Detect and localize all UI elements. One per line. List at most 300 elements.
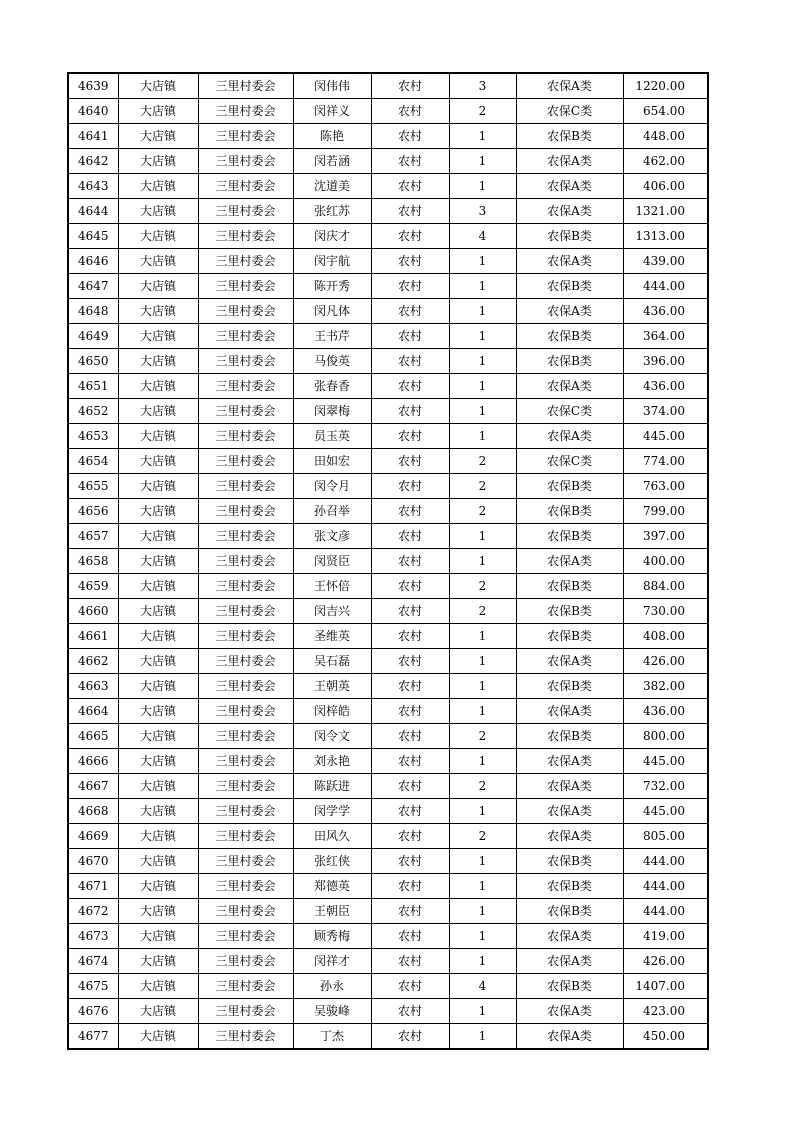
person-name-cell: 王怀倍 [293, 574, 371, 599]
table-row [68, 774, 708, 799]
town-cell: 大店镇 [118, 499, 198, 524]
row-number-cell: 4645 [68, 224, 118, 249]
table-row [68, 824, 708, 849]
village-committee-cell: 三里村委会 [198, 799, 293, 824]
row-number-cell: 4673 [68, 924, 118, 949]
area-type-cell: 农村 [371, 624, 449, 649]
row-number-cell: 4659 [68, 574, 118, 599]
person-name-cell: 闵庆才 [293, 224, 371, 249]
amount-cell: 444.00 [623, 874, 708, 899]
amount-cell: 805.00 [623, 824, 708, 849]
person-name-cell: 王朝臣 [293, 899, 371, 924]
row-number-cell: 4648 [68, 299, 118, 324]
person-name-cell: 田如宏 [293, 449, 371, 474]
person-name-cell: 马俊英 [293, 349, 371, 374]
village-committee-cell: 三里村委会 [198, 399, 293, 424]
amount-cell: 406.00 [623, 174, 708, 199]
area-type-cell: 农村 [371, 574, 449, 599]
person-name-cell: 王朝英 [293, 674, 371, 699]
person-name-cell: 张文彦 [293, 524, 371, 549]
area-type-cell: 农村 [371, 73, 449, 99]
area-type-cell: 农村 [371, 649, 449, 674]
area-type-cell: 农村 [371, 474, 449, 499]
village-committee-cell: 三里村委会 [198, 699, 293, 724]
town-cell: 大店镇 [118, 174, 198, 199]
amount-cell: 448.00 [623, 124, 708, 149]
row-number-cell: 4660 [68, 599, 118, 624]
table-row [68, 749, 708, 774]
village-committee-cell: 三里村委会 [198, 124, 293, 149]
amount-cell: 436.00 [623, 299, 708, 324]
village-committee-cell: 三里村委会 [198, 674, 293, 699]
row-number-cell: 4653 [68, 424, 118, 449]
amount-cell: 444.00 [623, 899, 708, 924]
village-committee-cell: 三里村委会 [198, 849, 293, 874]
town-cell: 大店镇 [118, 874, 198, 899]
area-type-cell: 农村 [371, 699, 449, 724]
household-size-cell: 1 [449, 949, 516, 974]
area-type-cell: 农村 [371, 349, 449, 374]
row-number-cell: 4644 [68, 199, 118, 224]
village-committee-cell: 三里村委会 [198, 724, 293, 749]
table-row [68, 499, 708, 524]
area-type-cell: 农村 [371, 149, 449, 174]
amount-cell: 439.00 [623, 249, 708, 274]
town-cell: 大店镇 [118, 524, 198, 549]
insurance-category-cell: 农保C类 [516, 99, 623, 124]
table-row [68, 399, 708, 424]
area-type-cell: 农村 [371, 249, 449, 274]
town-cell: 大店镇 [118, 549, 198, 574]
person-name-cell: 丁杰 [293, 1024, 371, 1050]
table-row [68, 924, 708, 949]
row-number-cell: 4642 [68, 149, 118, 174]
insurance-category-cell: 农保B类 [516, 474, 623, 499]
household-size-cell: 4 [449, 974, 516, 999]
amount-cell: 800.00 [623, 724, 708, 749]
person-name-cell: 闵学学 [293, 799, 371, 824]
table-row [68, 999, 708, 1024]
row-number-cell: 4661 [68, 624, 118, 649]
household-size-cell: 1 [449, 874, 516, 899]
town-cell: 大店镇 [118, 924, 198, 949]
row-number-cell: 4656 [68, 499, 118, 524]
village-committee-cell: 三里村委会 [198, 174, 293, 199]
area-type-cell: 农村 [371, 274, 449, 299]
village-committee-cell: 三里村委会 [198, 549, 293, 574]
village-committee-cell: 三里村委会 [198, 599, 293, 624]
town-cell: 大店镇 [118, 674, 198, 699]
amount-cell: 445.00 [623, 424, 708, 449]
area-type-cell: 农村 [371, 1024, 449, 1050]
village-committee-cell: 三里村委会 [198, 99, 293, 124]
town-cell: 大店镇 [118, 424, 198, 449]
town-cell: 大店镇 [118, 999, 198, 1024]
town-cell: 大店镇 [118, 849, 198, 874]
village-committee-cell: 三里村委会 [198, 424, 293, 449]
table-row [68, 874, 708, 899]
insurance-category-cell: 农保A类 [516, 774, 623, 799]
row-number-cell: 4669 [68, 824, 118, 849]
row-number-cell: 4658 [68, 549, 118, 574]
area-type-cell: 农村 [371, 224, 449, 249]
insurance-category-cell: 农保A类 [516, 824, 623, 849]
amount-cell: 445.00 [623, 749, 708, 774]
village-committee-cell: 三里村委会 [198, 499, 293, 524]
village-committee-cell: 三里村委会 [198, 299, 293, 324]
table-row [68, 899, 708, 924]
row-number-cell: 4670 [68, 849, 118, 874]
household-size-cell: 1 [449, 324, 516, 349]
table-body [68, 73, 708, 1049]
household-size-cell: 1 [449, 924, 516, 949]
table-row [68, 799, 708, 824]
amount-cell: 436.00 [623, 374, 708, 399]
area-type-cell: 农村 [371, 399, 449, 424]
area-type-cell: 农村 [371, 424, 449, 449]
household-size-cell: 1 [449, 424, 516, 449]
area-type-cell: 农村 [371, 999, 449, 1024]
area-type-cell: 农村 [371, 949, 449, 974]
area-type-cell: 农村 [371, 299, 449, 324]
village-committee-cell: 三里村委会 [198, 649, 293, 674]
insurance-category-cell: 农保B类 [516, 349, 623, 374]
village-committee-cell: 三里村委会 [198, 924, 293, 949]
area-type-cell: 农村 [371, 374, 449, 399]
town-cell: 大店镇 [118, 224, 198, 249]
insurance-category-cell: 农保B类 [516, 274, 623, 299]
table-row [68, 299, 708, 324]
household-size-cell: 2 [449, 724, 516, 749]
town-cell: 大店镇 [118, 949, 198, 974]
person-name-cell: 郑德英 [293, 874, 371, 899]
person-name-cell: 员玉英 [293, 424, 371, 449]
amount-cell: 462.00 [623, 149, 708, 174]
insurance-category-cell: 农保A类 [516, 149, 623, 174]
row-number-cell: 4666 [68, 749, 118, 774]
amount-cell: 364.00 [623, 324, 708, 349]
insurance-category-cell: 农保A类 [516, 999, 623, 1024]
amount-cell: 396.00 [623, 349, 708, 374]
area-type-cell: 农村 [371, 324, 449, 349]
household-size-cell: 1 [449, 274, 516, 299]
household-size-cell: 1 [449, 374, 516, 399]
amount-cell: 382.00 [623, 674, 708, 699]
village-committee-cell: 三里村委会 [198, 199, 293, 224]
area-type-cell: 农村 [371, 924, 449, 949]
household-size-cell: 2 [449, 449, 516, 474]
row-number-cell: 4647 [68, 274, 118, 299]
household-size-cell: 1 [449, 549, 516, 574]
village-committee-cell: 三里村委会 [198, 1024, 293, 1050]
person-name-cell: 闵伟伟 [293, 73, 371, 99]
town-cell: 大店镇 [118, 199, 198, 224]
row-number-cell: 4672 [68, 899, 118, 924]
table-row [68, 374, 708, 399]
row-number-cell: 4640 [68, 99, 118, 124]
household-size-cell: 2 [449, 599, 516, 624]
row-number-cell: 4662 [68, 649, 118, 674]
amount-cell: 1407.00 [623, 974, 708, 999]
town-cell: 大店镇 [118, 474, 198, 499]
person-name-cell: 田风久 [293, 824, 371, 849]
amount-cell: 730.00 [623, 599, 708, 624]
insurance-category-cell: 农保A类 [516, 549, 623, 574]
household-size-cell: 1 [449, 349, 516, 374]
person-name-cell: 闵贤臣 [293, 549, 371, 574]
town-cell: 大店镇 [118, 324, 198, 349]
insurance-category-cell: 农保B类 [516, 224, 623, 249]
insurance-category-cell: 农保A类 [516, 949, 623, 974]
household-size-cell: 2 [449, 574, 516, 599]
village-committee-cell: 三里村委会 [198, 149, 293, 174]
insurance-category-cell: 农保A类 [516, 424, 623, 449]
person-name-cell: 闵凡体 [293, 299, 371, 324]
row-number-cell: 4651 [68, 374, 118, 399]
table-row [68, 99, 708, 124]
row-number-cell: 4668 [68, 799, 118, 824]
person-name-cell: 陈艳 [293, 124, 371, 149]
household-size-cell: 2 [449, 499, 516, 524]
household-size-cell: 1 [449, 999, 516, 1024]
household-size-cell: 2 [449, 774, 516, 799]
household-size-cell: 1 [449, 149, 516, 174]
village-committee-cell: 三里村委会 [198, 824, 293, 849]
town-cell: 大店镇 [118, 899, 198, 924]
table-row [68, 249, 708, 274]
village-committee-cell: 三里村委会 [198, 899, 293, 924]
insurance-category-cell: 农保B类 [516, 849, 623, 874]
row-number-cell: 4641 [68, 124, 118, 149]
town-cell: 大店镇 [118, 99, 198, 124]
household-size-cell: 1 [449, 699, 516, 724]
village-committee-cell: 三里村委会 [198, 349, 293, 374]
row-number-cell: 4664 [68, 699, 118, 724]
household-size-cell: 1 [449, 649, 516, 674]
person-name-cell: 闵令文 [293, 724, 371, 749]
area-type-cell: 农村 [371, 174, 449, 199]
area-type-cell: 农村 [371, 799, 449, 824]
row-number-cell: 4677 [68, 1024, 118, 1050]
household-size-cell: 1 [449, 799, 516, 824]
insurance-category-cell: 农保B类 [516, 874, 623, 899]
village-committee-cell: 三里村委会 [198, 73, 293, 99]
row-number-cell: 4649 [68, 324, 118, 349]
table-row [68, 124, 708, 149]
insurance-category-cell: 农保C类 [516, 399, 623, 424]
village-committee-cell: 三里村委会 [198, 749, 293, 774]
village-committee-cell: 三里村委会 [198, 374, 293, 399]
table-row [68, 324, 708, 349]
amount-cell: 799.00 [623, 499, 708, 524]
town-cell: 大店镇 [118, 1024, 198, 1050]
row-number-cell: 4650 [68, 349, 118, 374]
insurance-category-cell: 农保A类 [516, 699, 623, 724]
table-row [68, 849, 708, 874]
person-name-cell: 闵翠梅 [293, 399, 371, 424]
household-size-cell: 1 [449, 624, 516, 649]
area-type-cell: 农村 [371, 524, 449, 549]
amount-cell: 397.00 [623, 524, 708, 549]
person-name-cell: 孙召举 [293, 499, 371, 524]
area-type-cell: 农村 [371, 549, 449, 574]
amount-cell: 408.00 [623, 624, 708, 649]
table-row [68, 624, 708, 649]
person-name-cell: 闵若涵 [293, 149, 371, 174]
area-type-cell: 农村 [371, 499, 449, 524]
row-number-cell: 4643 [68, 174, 118, 199]
person-name-cell: 王书芹 [293, 324, 371, 349]
person-name-cell: 刘永艳 [293, 749, 371, 774]
area-type-cell: 农村 [371, 824, 449, 849]
town-cell: 大店镇 [118, 699, 198, 724]
town-cell: 大店镇 [118, 73, 198, 99]
area-type-cell: 农村 [371, 599, 449, 624]
table-row [68, 349, 708, 374]
table-row [68, 974, 708, 999]
town-cell: 大店镇 [118, 774, 198, 799]
town-cell: 大店镇 [118, 574, 198, 599]
table-row [68, 699, 708, 724]
person-name-cell: 陈开秀 [293, 274, 371, 299]
household-size-cell: 1 [449, 849, 516, 874]
row-number-cell: 4675 [68, 974, 118, 999]
household-size-cell: 3 [449, 73, 516, 99]
area-type-cell: 农村 [371, 899, 449, 924]
insurance-category-cell: 农保A类 [516, 749, 623, 774]
town-cell: 大店镇 [118, 749, 198, 774]
town-cell: 大店镇 [118, 724, 198, 749]
insurance-category-cell: 农保A类 [516, 299, 623, 324]
person-name-cell: 闵祥才 [293, 949, 371, 974]
household-size-cell: 1 [449, 124, 516, 149]
table-row [68, 949, 708, 974]
table-row [68, 549, 708, 574]
town-cell: 大店镇 [118, 274, 198, 299]
insurance-category-cell: 农保B类 [516, 574, 623, 599]
area-type-cell: 农村 [371, 674, 449, 699]
row-number-cell: 4674 [68, 949, 118, 974]
insurance-category-cell: 农保A类 [516, 374, 623, 399]
table-row [68, 474, 708, 499]
village-committee-cell: 三里村委会 [198, 949, 293, 974]
roster-table [67, 72, 709, 1050]
household-size-cell: 4 [449, 224, 516, 249]
household-size-cell: 1 [449, 749, 516, 774]
household-size-cell: 1 [449, 174, 516, 199]
village-committee-cell: 三里村委会 [198, 999, 293, 1024]
household-size-cell: 2 [449, 99, 516, 124]
town-cell: 大店镇 [118, 624, 198, 649]
person-name-cell: 张红苏 [293, 199, 371, 224]
amount-cell: 374.00 [623, 399, 708, 424]
amount-cell: 423.00 [623, 999, 708, 1024]
row-number-cell: 4676 [68, 999, 118, 1024]
table-row [68, 524, 708, 549]
table-row [68, 449, 708, 474]
town-cell: 大店镇 [118, 599, 198, 624]
household-size-cell: 2 [449, 824, 516, 849]
area-type-cell: 农村 [371, 199, 449, 224]
insurance-category-cell: 农保B类 [516, 674, 623, 699]
table-row [68, 1024, 708, 1050]
row-number-cell: 4663 [68, 674, 118, 699]
insurance-category-cell: 农保A类 [516, 924, 623, 949]
person-name-cell: 孙永 [293, 974, 371, 999]
insurance-category-cell: 农保A类 [516, 649, 623, 674]
insurance-category-cell: 农保B类 [516, 974, 623, 999]
area-type-cell: 农村 [371, 749, 449, 774]
town-cell: 大店镇 [118, 974, 198, 999]
amount-cell: 444.00 [623, 274, 708, 299]
town-cell: 大店镇 [118, 449, 198, 474]
row-number-cell: 4671 [68, 874, 118, 899]
insurance-category-cell: 农保A类 [516, 1024, 623, 1050]
town-cell: 大店镇 [118, 799, 198, 824]
table-row [68, 174, 708, 199]
table-row [68, 274, 708, 299]
insurance-category-cell: 农保B类 [516, 724, 623, 749]
table-row [68, 574, 708, 599]
row-number-cell: 4646 [68, 249, 118, 274]
insurance-category-cell: 农保B类 [516, 524, 623, 549]
person-name-cell: 陈跃进 [293, 774, 371, 799]
village-committee-cell: 三里村委会 [198, 249, 293, 274]
person-name-cell: 张红侠 [293, 849, 371, 874]
household-size-cell: 2 [449, 474, 516, 499]
town-cell: 大店镇 [118, 124, 198, 149]
amount-cell: 1313.00 [623, 224, 708, 249]
amount-cell: 763.00 [623, 474, 708, 499]
village-committee-cell: 三里村委会 [198, 274, 293, 299]
village-committee-cell: 三里村委会 [198, 449, 293, 474]
village-committee-cell: 三里村委会 [198, 224, 293, 249]
insurance-category-cell: 农保A类 [516, 73, 623, 99]
amount-cell: 1220.00 [623, 73, 708, 99]
town-cell: 大店镇 [118, 399, 198, 424]
household-size-cell: 1 [449, 524, 516, 549]
insurance-category-cell: 农保A类 [516, 199, 623, 224]
village-committee-cell: 三里村委会 [198, 974, 293, 999]
town-cell: 大店镇 [118, 824, 198, 849]
household-size-cell: 1 [449, 674, 516, 699]
household-size-cell: 1 [449, 1024, 516, 1050]
insurance-category-cell: 农保C类 [516, 449, 623, 474]
village-committee-cell: 三里村委会 [198, 774, 293, 799]
household-size-cell: 3 [449, 199, 516, 224]
insurance-category-cell: 农保B类 [516, 599, 623, 624]
row-number-cell: 4655 [68, 474, 118, 499]
town-cell: 大店镇 [118, 299, 198, 324]
table-row [68, 424, 708, 449]
town-cell: 大店镇 [118, 149, 198, 174]
amount-cell: 654.00 [623, 99, 708, 124]
person-name-cell: 圣维英 [293, 624, 371, 649]
area-type-cell: 农村 [371, 774, 449, 799]
village-committee-cell: 三里村委会 [198, 874, 293, 899]
household-size-cell: 1 [449, 399, 516, 424]
insurance-category-cell: 农保A类 [516, 799, 623, 824]
area-type-cell: 农村 [371, 874, 449, 899]
amount-cell: 445.00 [623, 799, 708, 824]
person-name-cell: 顾秀梅 [293, 924, 371, 949]
village-committee-cell: 三里村委会 [198, 474, 293, 499]
amount-cell: 774.00 [623, 449, 708, 474]
amount-cell: 450.00 [623, 1024, 708, 1050]
amount-cell: 426.00 [623, 949, 708, 974]
village-committee-cell: 三里村委会 [198, 574, 293, 599]
household-size-cell: 1 [449, 899, 516, 924]
